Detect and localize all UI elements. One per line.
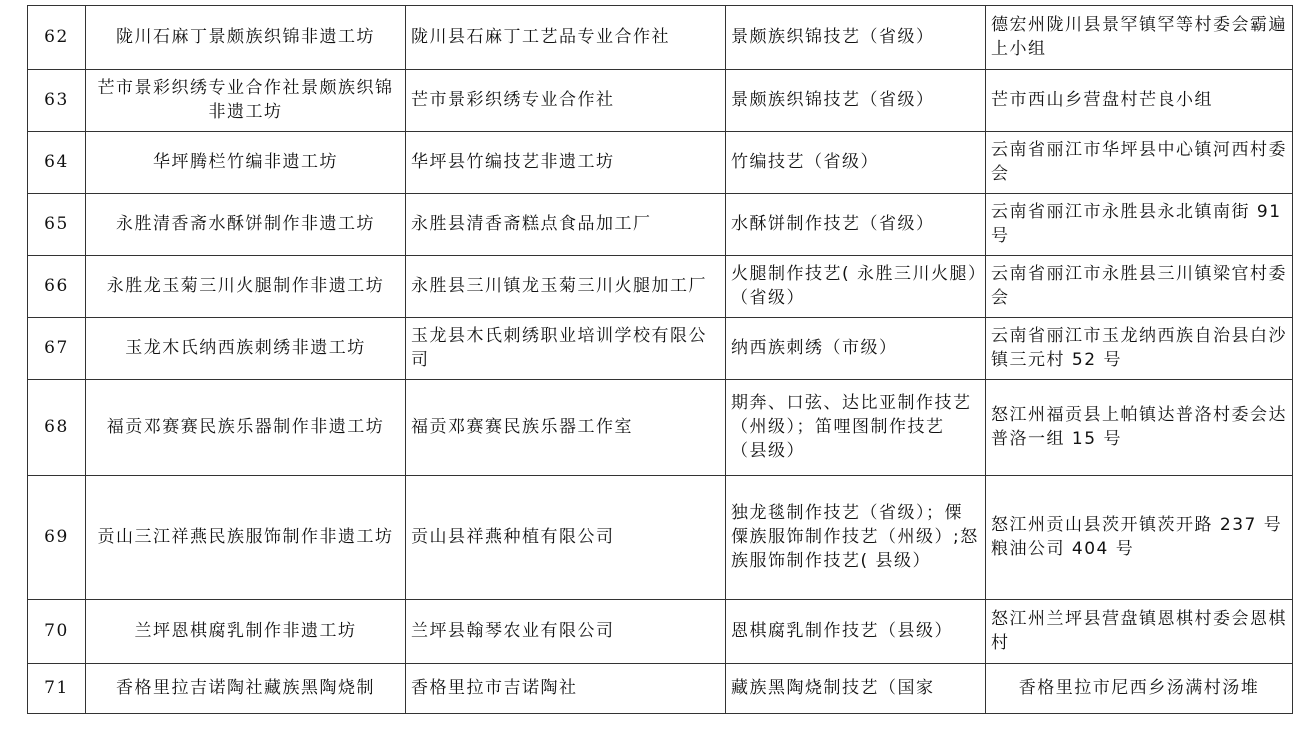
table-row xyxy=(28,318,1293,380)
workshop-name: 香格里拉吉诺陶社藏族黑陶烧制 xyxy=(86,664,406,714)
table-row xyxy=(28,600,1293,664)
row-number: 65 xyxy=(28,194,86,256)
workshop-name: 芒市景彩织绣专业合作社景颇族织锦非遗工坊 xyxy=(86,70,406,132)
row-number: 69 xyxy=(28,476,86,600)
heritage-skill: 恩棋腐乳制作技艺（县级） xyxy=(726,600,986,664)
address: 云南省丽江市永胜县三川镇梁官村委会 xyxy=(986,256,1293,318)
address: 怒江州福贡县上帕镇达普洛村委会达普洛一组 15 号 xyxy=(986,380,1293,476)
address: 云南省丽江市玉龙纳西族自治县白沙镇三元村 52 号 xyxy=(986,318,1293,380)
organization-name: 芒市景彩织绣专业合作社 xyxy=(406,70,726,132)
heritage-workshop-table xyxy=(27,5,1293,714)
organization-name: 香格里拉市吉诺陶社 xyxy=(406,664,726,714)
workshop-name: 华坪腾栏竹编非遗工坊 xyxy=(86,132,406,194)
heritage-skill: 景颇族织锦技艺（省级） xyxy=(726,6,986,70)
table-row xyxy=(28,194,1293,256)
row-number: 68 xyxy=(28,380,86,476)
heritage-skill: 水酥饼制作技艺（省级） xyxy=(726,194,986,256)
organization-name: 陇川县石麻丁工艺品专业合作社 xyxy=(406,6,726,70)
heritage-skill: 藏族黑陶烧制技艺（国家 xyxy=(726,664,986,714)
heritage-skill: 火腿制作技艺( 永胜三川火腿） （省级） xyxy=(726,256,986,318)
organization-name: 玉龙县木氏刺绣职业培训学校有限公司 xyxy=(406,318,726,380)
heritage-skill: 纳西族刺绣（市级） xyxy=(726,318,986,380)
table-row xyxy=(28,132,1293,194)
workshop-name: 永胜龙玉菊三川火腿制作非遗工坊 xyxy=(86,256,406,318)
table-row xyxy=(28,70,1293,132)
table-row xyxy=(28,6,1293,70)
address: 德宏州陇川县景罕镇罕等村委会霸遍上小组 xyxy=(986,6,1293,70)
organization-name: 华坪县竹编技艺非遗工坊 xyxy=(406,132,726,194)
address: 香格里拉市尼西乡汤满村汤堆 xyxy=(986,664,1293,714)
organization-name: 永胜县三川镇龙玉菊三川火腿加工厂 xyxy=(406,256,726,318)
workshop-name: 陇川石麻丁景颇族织锦非遗工坊 xyxy=(86,6,406,70)
workshop-name: 永胜清香斋水酥饼制作非遗工坊 xyxy=(86,194,406,256)
row-number: 70 xyxy=(28,600,86,664)
address: 云南省丽江市华坪县中心镇河西村委会 xyxy=(986,132,1293,194)
workshop-name: 贡山三江祥燕民族服饰制作非遗工坊 xyxy=(86,476,406,600)
workshop-name: 兰坪恩棋腐乳制作非遗工坊 xyxy=(86,600,406,664)
table-row xyxy=(28,476,1293,600)
workshop-name: 玉龙木氏纳西族刺绣非遗工坊 xyxy=(86,318,406,380)
row-number: 71 xyxy=(28,664,86,714)
table-row xyxy=(28,256,1293,318)
address: 云南省丽江市永胜县永北镇南街 91 号 xyxy=(986,194,1293,256)
address: 怒江州兰坪县营盘镇恩棋村委会恩棋村 xyxy=(986,600,1293,664)
table-row xyxy=(28,380,1293,476)
row-number: 66 xyxy=(28,256,86,318)
heritage-skill: 独龙毯制作技艺（省级）；傈僳族服饰制作技艺（州级）;怒族服饰制作技艺( 县级） xyxy=(726,476,986,600)
row-number: 63 xyxy=(28,70,86,132)
table-row xyxy=(28,664,1293,714)
row-number: 67 xyxy=(28,318,86,380)
organization-name: 贡山县祥燕种植有限公司 xyxy=(406,476,726,600)
organization-name: 兰坪县翰琴农业有限公司 xyxy=(406,600,726,664)
workshop-name: 福贡邓赛赛民族乐器制作非遗工坊 xyxy=(86,380,406,476)
row-number: 62 xyxy=(28,6,86,70)
heritage-skill: 竹编技艺（省级） xyxy=(726,132,986,194)
address: 怒江州贡山县茨开镇茨开路 237 号粮油公司 404 号 xyxy=(986,476,1293,600)
row-number: 64 xyxy=(28,132,86,194)
organization-name: 福贡邓赛赛民族乐器工作室 xyxy=(406,380,726,476)
address: 芒市西山乡营盘村芒良小组 xyxy=(986,70,1293,132)
heritage-skill: 期奔、口弦、达比亚制作技艺（州级）；笛哩图制作技艺（县级） xyxy=(726,380,986,476)
heritage-skill: 景颇族织锦技艺（省级） xyxy=(726,70,986,132)
organization-name: 永胜县清香斋糕点食品加工厂 xyxy=(406,194,726,256)
